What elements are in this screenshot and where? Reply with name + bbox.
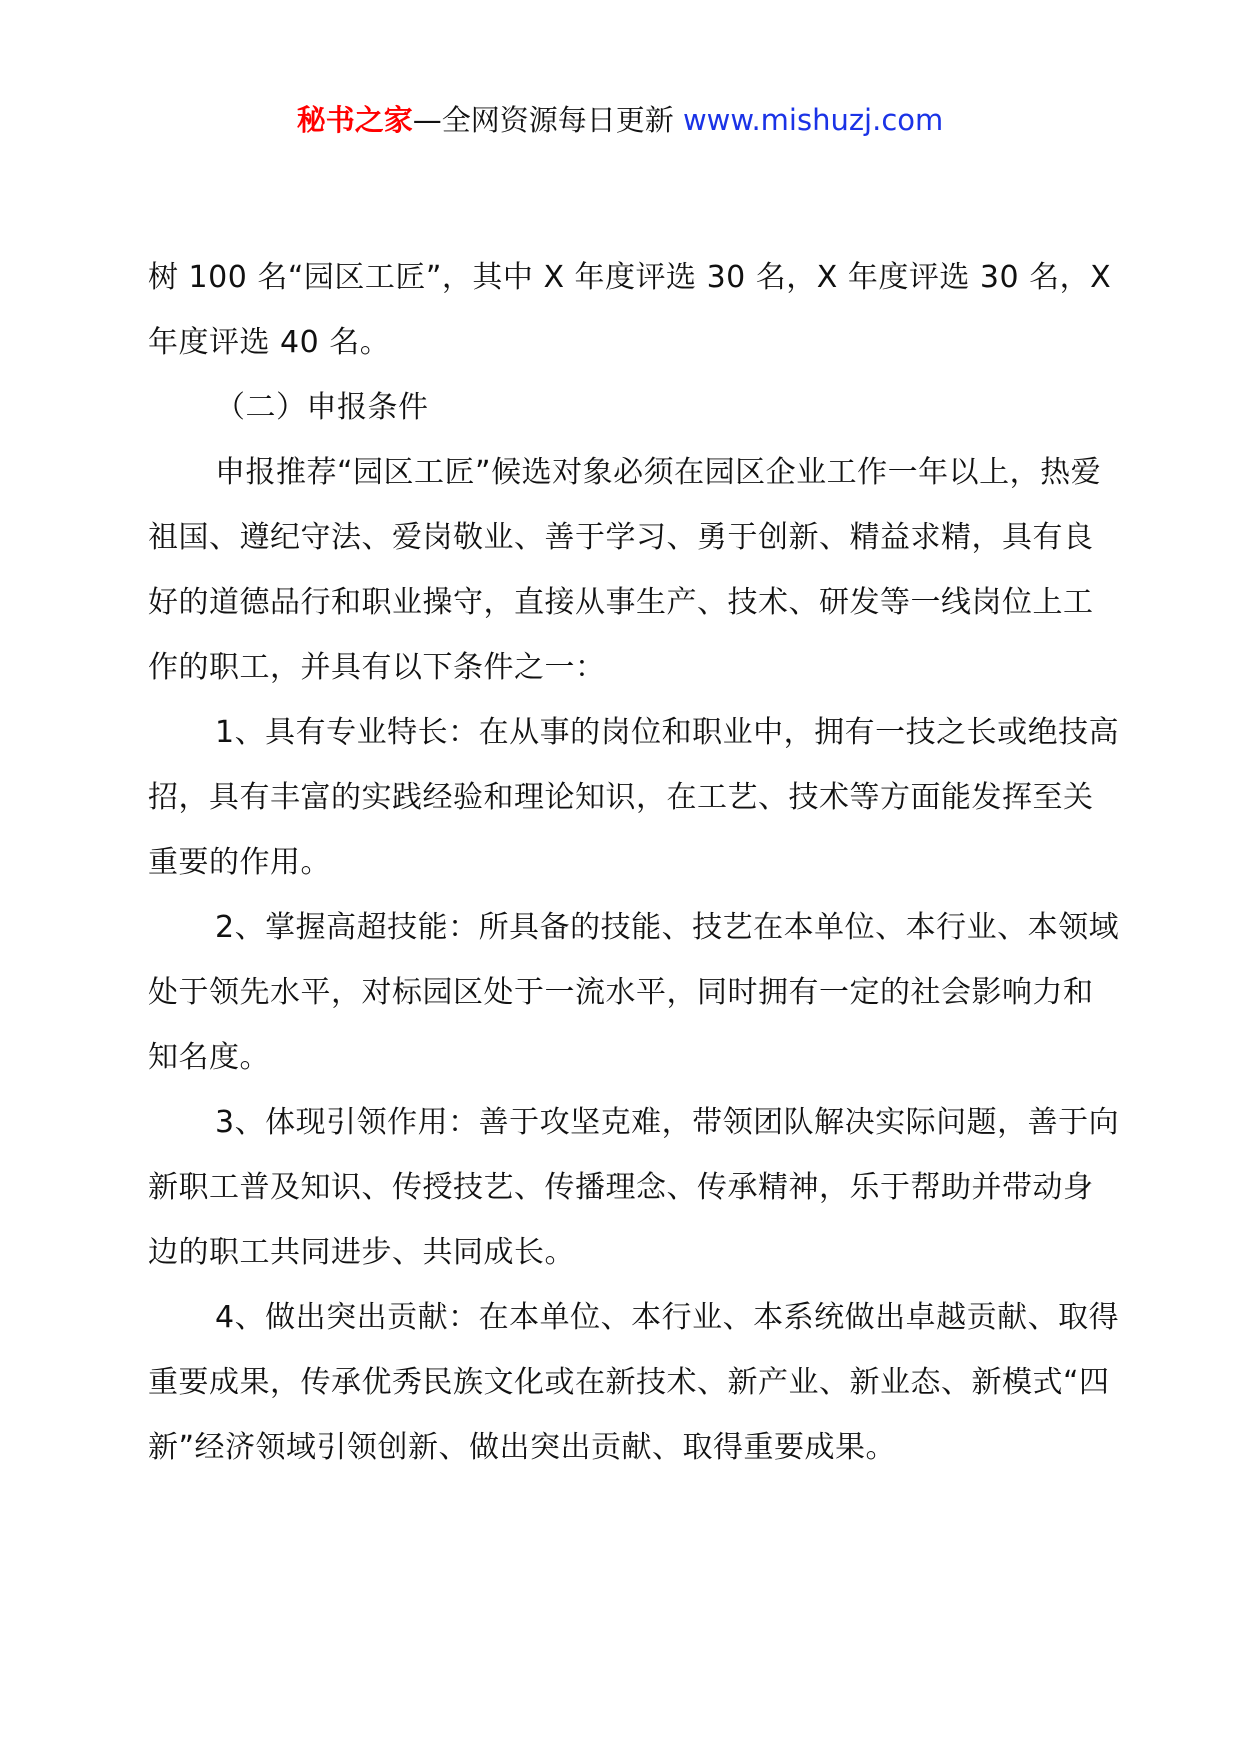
page-header [0, 100, 1240, 140]
paragraph-condition-3: 3、体现引领作用：善于攻坚克难，带领团队解决实际问题，善于向新职工普及知识、传授技艺、传播理念、传承精神，乐于帮助并带动身边的职工共同进步、共同成长。 [148, 1105, 1120, 1270]
paragraph-condition-4: 4、做出突出贡献：在本单位、本行业、本系统做出卓越贡献、取得重要成果，传承优秀民族文化或在新技术、新产业、新业态、新模式“四新”经济领域引领创新、做出突出贡献、取得重要成果。 [148, 1300, 1120, 1465]
section-heading: （二）申报条件 [215, 390, 429, 425]
brand-name: 秘书之家 [296, 103, 413, 137]
website-link[interactable]: www.mishuzj.com [673, 103, 944, 137]
paragraph-eligibility: 申报推荐“园区工匠”候选对象必须在园区企业工作一年以上，热爱祖国、遵纪守法、爱岗敬业、善于学习、勇于创新、精益求精，具有良好的道德品行和职业操守，直接从事生产、技术、研发等一线岗位上工作的职工，并具有以下条件之一： [148, 455, 1102, 685]
paragraph-continuation: 树 100 名“园区工匠”，其中 X 年度评选 30 名，X 年度评选 30 名，X 年度评选 40 名。 [148, 260, 1112, 360]
header-tagline: —全网资源每日更新 [412, 103, 674, 137]
paragraph-condition-2: 2、掌握高超技能：所具备的技能、技艺在本单位、本行业、本领域处于领先水平，对标园区处于一流水平，同时拥有一定的社会影响力和知名度。 [148, 910, 1120, 1075]
paragraph-condition-1: 1、具有专业特长：在从事的岗位和职业中，拥有一技之长或绝技高招，具有丰富的实践经验和理论知识，在工艺、技术等方面能发挥至关重要的作用。 [148, 715, 1120, 880]
document-body [148, 245, 1120, 1480]
